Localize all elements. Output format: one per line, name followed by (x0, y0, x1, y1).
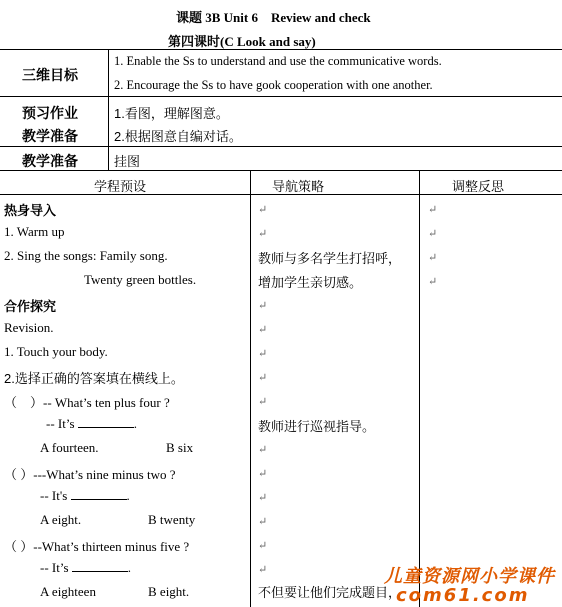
paragraph-mark: ↵ (258, 228, 268, 240)
paragraph-mark: ↵ (258, 540, 268, 552)
strategy-complete: 不但要让他们完成题目， (258, 585, 402, 600)
strategy-greet: 教师与多名学生打招呼， (258, 251, 402, 266)
step-warm-up: 1. Warm up (4, 224, 65, 239)
answer-blank (71, 499, 127, 500)
song-title: Twenty green bottles. (84, 272, 197, 287)
column-header-procedure: 学程预设 (94, 179, 147, 194)
step-touch-body: 1. Touch your body. (4, 344, 108, 359)
watermark-text: 儿童资源网小学课件 (384, 566, 555, 587)
table-col-divider (250, 170, 251, 607)
option-a-3: A eighteen (40, 584, 96, 599)
paragraph-mark: ↵ (258, 444, 268, 456)
paragraph-mark: ↵ (258, 516, 268, 528)
watermark-url: com61.com (396, 585, 530, 606)
paragraph-mark: ↵ (258, 348, 268, 360)
column-header-strategy: 导航策略 (272, 179, 325, 194)
option-b-1: B six (166, 440, 194, 455)
paragraph-mark: ↵ (428, 252, 438, 264)
answer-line-3: -- It’s . (40, 560, 132, 575)
step-sing-songs: 2. Sing the songs: Family song. (4, 248, 168, 263)
goal-1: 1. Enable the Ss to understand and use the communicative words. (114, 54, 442, 68)
answer-line-2: -- It's . (40, 488, 130, 503)
answer-prefix: -- It's (40, 488, 68, 503)
page-title: 课题 3B Unit 6 Review and check (176, 10, 371, 25)
prep-label: 教学准备 (22, 130, 78, 145)
question-3: （ ）--What’s thirteen minus five ? (4, 539, 190, 554)
paragraph-mark: ↵ (258, 372, 268, 384)
paragraph-mark: ↵ (258, 468, 268, 480)
paragraph-mark: ↵ (258, 396, 268, 408)
answer-blank (78, 427, 134, 428)
goal-2: 2. Encourage the Ss to have gook cooperation with one another. (114, 78, 433, 92)
paragraph-mark: ↵ (258, 564, 268, 576)
option-a-2: A eight. (40, 512, 82, 527)
option-b-2: B twenty (148, 512, 196, 527)
homework-label: 预习作业 (22, 107, 78, 122)
option-b-3: B eight. (148, 584, 190, 599)
table-border-v1 (108, 49, 109, 170)
watermark-logo (396, 585, 529, 606)
goals-label: 三维目标 (22, 69, 78, 84)
column-header-reflection: 调整反思 (452, 179, 505, 194)
question-1: （ ）-- What’s ten plus four ? (4, 395, 170, 410)
prep-item-2: 2.根据图意自编对话。 (114, 129, 242, 144)
prep2-label: 教学准备 (22, 155, 78, 170)
table-border-top (0, 49, 562, 50)
paragraph-mark: ↵ (258, 204, 268, 216)
table-row-divider (0, 96, 562, 97)
strategy-friendly: 增加学生亲切感。 (258, 275, 363, 290)
option-a-1: A fourteen. (40, 440, 99, 455)
table-row-divider (0, 170, 562, 171)
question-2: （ ）---What’s nine minus two ? (4, 467, 176, 482)
strategy-patrol: 教师进行巡视指导。 (258, 419, 376, 434)
answer-line-1: -- It’s . (46, 416, 138, 431)
paragraph-mark: ↵ (428, 228, 438, 240)
paragraph-mark: ↵ (428, 276, 438, 288)
table-row-divider (0, 146, 562, 147)
paragraph-mark: ↵ (428, 204, 438, 216)
lesson-subtitle: 第四课时(C Look and say) (168, 34, 316, 49)
step-revision: Revision. (4, 320, 54, 335)
step-choose-answers: 2.选择正确的答案填在横线上。 (4, 371, 184, 386)
section-warmup: 热身导入 (4, 203, 57, 218)
answer-blank (72, 571, 128, 572)
answer-prefix: -- It’s (40, 560, 69, 575)
prep-item-1: 1.看图，理解图意。 (114, 106, 229, 121)
paragraph-mark: ↵ (258, 300, 268, 312)
prep2-value: 挂图 (114, 154, 141, 169)
paragraph-mark: ↵ (258, 324, 268, 336)
table-col-divider (419, 170, 420, 607)
answer-prefix: -- It’s (46, 416, 75, 431)
section-cooperation: 合作探究 (4, 299, 57, 314)
paragraph-mark: ↵ (258, 492, 268, 504)
